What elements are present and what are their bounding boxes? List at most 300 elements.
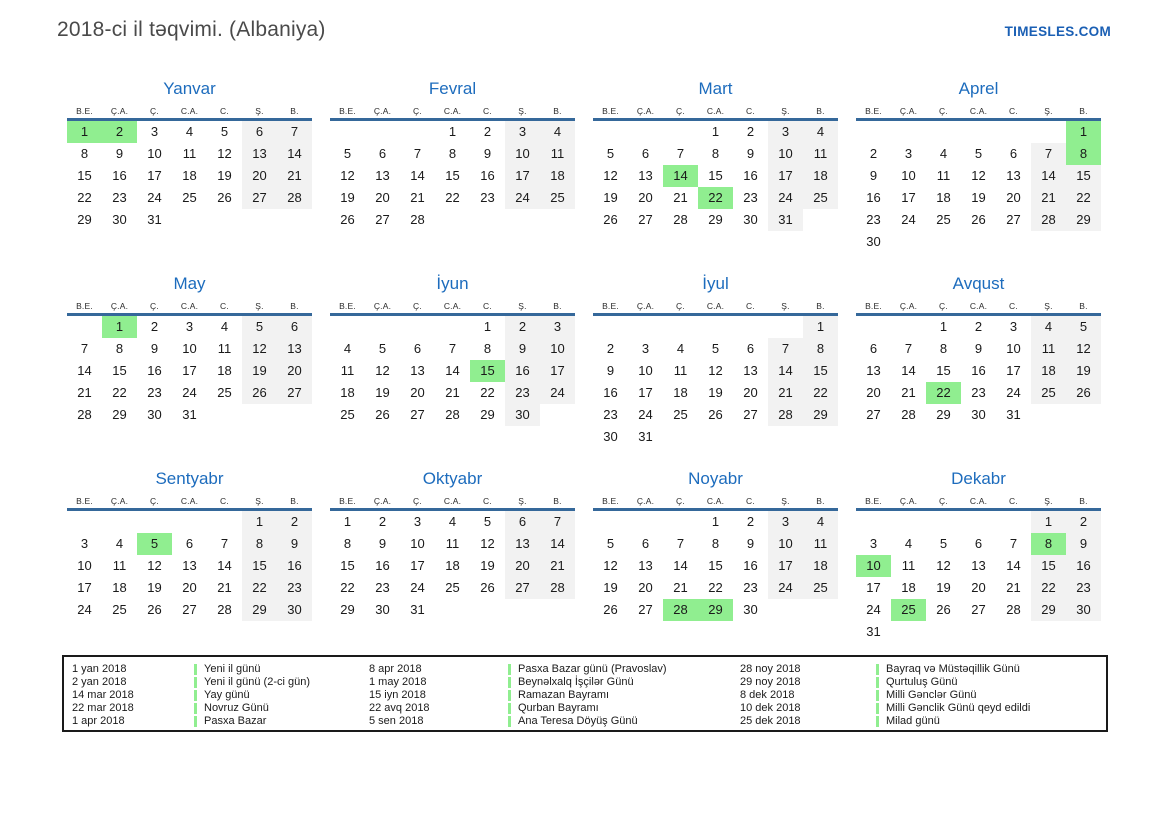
- legend-date: 8 dek 2018: [740, 689, 795, 701]
- day-cell: 6: [413, 341, 422, 356]
- day-cell-empty: [961, 511, 996, 533]
- day-cell: 25: [445, 580, 460, 595]
- day-cell: 23: [147, 385, 162, 400]
- legend-row: [740, 715, 1030, 728]
- day-cell: 19: [375, 385, 390, 400]
- day-cell: 20: [638, 580, 653, 595]
- day-cell-empty: [926, 511, 961, 533]
- day-cell: 24: [410, 580, 425, 595]
- day-cell: 8: [343, 536, 352, 551]
- day-grid: [67, 121, 312, 231]
- day-cell: 25: [891, 599, 926, 621]
- month-8: [856, 271, 1101, 426]
- holiday-marker-icon: [876, 664, 879, 675]
- day-cell: 8: [939, 341, 948, 356]
- day-cell: 1: [448, 124, 457, 139]
- day-cell: 11: [340, 363, 355, 378]
- day-cell: 19: [708, 385, 723, 400]
- weekday-label: Ç.: [413, 106, 422, 116]
- day-cell: 2: [102, 121, 137, 143]
- day-cell: 7: [413, 146, 422, 161]
- weekday-label: C.: [483, 106, 492, 116]
- day-cell: 27: [638, 212, 653, 227]
- day-cell: 6: [641, 536, 650, 551]
- day-cell: 16: [1066, 555, 1101, 577]
- weekday-header: [330, 492, 575, 506]
- day-grid: [593, 511, 838, 621]
- day-cell-empty: [856, 316, 891, 338]
- legend-date: 2 yan 2018: [72, 676, 127, 688]
- legend-date: 29 noy 2018: [740, 676, 801, 688]
- day-cell: 9: [483, 146, 492, 161]
- month-title: Noyabr: [688, 469, 743, 488]
- day-cell: 15: [936, 363, 951, 378]
- weekday-label: Ç.: [150, 106, 159, 116]
- day-cell: 8: [1031, 533, 1066, 555]
- day-cell: 30: [603, 429, 618, 444]
- day-cell: 7: [277, 121, 312, 143]
- day-cell: 22: [803, 382, 838, 404]
- day-cell: 3: [150, 124, 159, 139]
- day-cell: 16: [505, 360, 540, 382]
- day-cell: 7: [540, 511, 575, 533]
- day-cell: 10: [410, 536, 425, 551]
- day-cell: 30: [971, 407, 986, 422]
- day-cell: 23: [971, 385, 986, 400]
- day-cell: 5: [343, 146, 352, 161]
- day-cell-empty: [1031, 121, 1066, 143]
- weekday-label: Ç.: [413, 496, 422, 506]
- month-title: İyul: [702, 274, 729, 293]
- day-cell: 1: [1031, 511, 1066, 533]
- day-cell: 22: [480, 385, 495, 400]
- day-cell: 11: [1031, 338, 1066, 360]
- day-cell: 21: [217, 580, 232, 595]
- month-6: [330, 271, 575, 426]
- weekday-label: Ş.: [518, 106, 527, 116]
- day-cell: 14: [410, 168, 425, 183]
- day-cell: 11: [217, 341, 232, 356]
- weekday-header: [67, 492, 312, 506]
- day-cell: 27: [375, 212, 390, 227]
- day-cell: 22: [242, 577, 277, 599]
- legend-date: 1 may 2018: [369, 676, 427, 688]
- day-cell: 14: [445, 363, 460, 378]
- weekday-label: Ş.: [255, 496, 264, 506]
- day-cell: 2: [606, 341, 615, 356]
- day-cell: 30: [743, 212, 758, 227]
- day-cell: 27: [242, 187, 277, 209]
- weekday-label: C.: [220, 496, 229, 506]
- day-cell: 9: [1066, 533, 1101, 555]
- day-cell: 26: [936, 602, 951, 617]
- legend-row: [369, 689, 667, 702]
- legend-row: [369, 663, 667, 676]
- day-cell: 9: [746, 536, 755, 551]
- weekday-label: Ç.A.: [899, 496, 918, 506]
- day-cell: 17: [901, 190, 916, 205]
- weekday-label: B.E.: [339, 301, 356, 311]
- weekday-header: [856, 492, 1101, 506]
- weekday-label: B.E.: [602, 106, 619, 116]
- day-cell: 27: [505, 577, 540, 599]
- day-cell: 28: [1006, 602, 1021, 617]
- day-cell-empty: [628, 511, 663, 533]
- weekday-header: [67, 297, 312, 311]
- day-cell: 13: [866, 363, 881, 378]
- weekday-label: Ş.: [518, 301, 527, 311]
- weekday-label: C.: [220, 301, 229, 311]
- day-cell: 10: [540, 338, 575, 360]
- day-cell: 11: [182, 146, 197, 161]
- day-cell: 11: [445, 536, 460, 551]
- holiday-marker-icon: [508, 690, 511, 701]
- day-cell: 31: [182, 407, 197, 422]
- weekday-label: Ç.A.: [110, 496, 129, 506]
- weekday-label: B.E.: [865, 496, 882, 506]
- day-cell: 10: [768, 533, 803, 555]
- day-cell-empty: [400, 316, 435, 338]
- legend-holiday-name: Pasxa Bazar günü (Pravoslav): [518, 663, 667, 675]
- day-cell: 1: [939, 319, 948, 334]
- day-cell: 29: [242, 599, 277, 621]
- legend-row: [72, 676, 310, 689]
- day-cell: 10: [147, 146, 162, 161]
- day-cell: 11: [901, 558, 916, 573]
- legend-row: [72, 715, 310, 728]
- day-cell: 12: [340, 168, 355, 183]
- month-title: Fevral: [428, 79, 477, 98]
- month-title: Sentyabr: [155, 469, 224, 488]
- day-cell: 26: [971, 212, 986, 227]
- day-cell: 17: [147, 168, 162, 183]
- day-cell: 4: [343, 341, 352, 356]
- day-cell: 24: [540, 382, 575, 404]
- day-cell-empty: [856, 121, 891, 143]
- day-cell: 29: [698, 599, 733, 621]
- legend-date: 5 sen 2018: [369, 715, 424, 727]
- day-cell: 16: [971, 363, 986, 378]
- day-cell: 29: [708, 212, 723, 227]
- day-cell: 25: [112, 602, 127, 617]
- day-cell: 13: [971, 558, 986, 573]
- legend-date: 15 iyn 2018: [369, 689, 426, 701]
- month-4: [856, 76, 1101, 253]
- day-cell: 26: [340, 212, 355, 227]
- day-cell-empty: [996, 511, 1031, 533]
- legend-date: 10 dek 2018: [740, 702, 801, 714]
- day-cell: 17: [505, 165, 540, 187]
- weekday-label: Ş.: [518, 496, 527, 506]
- day-cell: 6: [869, 341, 878, 356]
- day-cell: 10: [1006, 341, 1021, 356]
- day-cell: 12: [375, 363, 390, 378]
- day-cell: 28: [445, 407, 460, 422]
- day-cell: 8: [711, 146, 720, 161]
- month-title: İyun: [436, 274, 469, 293]
- day-cell: 25: [1031, 382, 1066, 404]
- day-cell: 2: [974, 319, 983, 334]
- day-cell: 6: [185, 536, 194, 551]
- day-cell: 19: [147, 580, 162, 595]
- day-cell: 26: [1066, 382, 1101, 404]
- weekday-label: Ç.: [150, 301, 159, 311]
- day-cell: 14: [77, 363, 92, 378]
- day-grid: [593, 316, 838, 448]
- weekday-label: C.: [1009, 106, 1018, 116]
- day-cell: 10: [768, 143, 803, 165]
- day-cell: 28: [1031, 209, 1066, 231]
- day-cell: 8: [242, 533, 277, 555]
- weekday-label: Ç.: [413, 301, 422, 311]
- weekday-label: Ş.: [781, 301, 790, 311]
- day-cell: 20: [866, 385, 881, 400]
- day-cell-empty: [137, 511, 172, 533]
- day-cell: 26: [708, 407, 723, 422]
- weekday-label: B.: [290, 301, 299, 311]
- day-cell: 21: [768, 382, 803, 404]
- month-2: [330, 76, 575, 231]
- day-cell: 17: [77, 580, 92, 595]
- day-cell: 8: [1066, 143, 1101, 165]
- page-title: 2018-ci il təqvimi. (Albaniya): [57, 18, 326, 41]
- month-title: Avqust: [952, 274, 1005, 293]
- day-cell-empty: [768, 316, 803, 338]
- day-cell: 27: [277, 382, 312, 404]
- weekday-label: C.: [483, 301, 492, 311]
- day-cell: 18: [803, 165, 838, 187]
- day-cell: 30: [112, 212, 127, 227]
- weekday-label: C.A.: [969, 301, 988, 311]
- weekday-label: B.E.: [602, 496, 619, 506]
- day-cell: 14: [1031, 165, 1066, 187]
- day-cell: 1: [711, 514, 720, 529]
- day-cell-empty: [961, 121, 996, 143]
- day-cell: 21: [1031, 187, 1066, 209]
- weekday-label: B.: [1079, 301, 1088, 311]
- day-cell: 1: [1066, 121, 1101, 143]
- day-cell: 23: [743, 190, 758, 205]
- weekday-label: Ç.A.: [110, 106, 129, 116]
- day-cell: 26: [375, 407, 390, 422]
- weekday-label: C.A.: [443, 496, 462, 506]
- weekday-label: B.: [553, 301, 562, 311]
- day-cell: 20: [638, 190, 653, 205]
- legend-holiday-name: Novruz Günü: [204, 702, 269, 714]
- day-cell: 13: [638, 558, 653, 573]
- month-10: [330, 466, 575, 621]
- day-cell: 13: [1006, 168, 1021, 183]
- day-cell: 9: [606, 363, 615, 378]
- day-cell: 25: [340, 407, 355, 422]
- weekday-header: [330, 102, 575, 116]
- day-cell: 24: [1006, 385, 1021, 400]
- day-cell: 4: [803, 511, 838, 533]
- day-cell: 31: [1006, 407, 1021, 422]
- weekday-label: Ş.: [1044, 301, 1053, 311]
- day-cell: 11: [803, 143, 838, 165]
- day-cell: 10: [505, 143, 540, 165]
- day-cell: 29: [480, 407, 495, 422]
- holiday-marker-icon: [194, 703, 197, 714]
- day-cell: 9: [115, 146, 124, 161]
- weekday-label: Ç.A.: [899, 106, 918, 116]
- day-cell: 23: [1066, 577, 1101, 599]
- day-cell: 27: [866, 407, 881, 422]
- day-cell: 29: [77, 212, 92, 227]
- day-cell: 23: [480, 190, 495, 205]
- month-1: [67, 76, 312, 231]
- day-cell-empty: [628, 316, 663, 338]
- month-5: [67, 271, 312, 426]
- day-cell: 16: [866, 190, 881, 205]
- legend-holiday-name: Pasxa Bazar: [204, 715, 267, 727]
- day-cell-empty: [698, 316, 733, 338]
- weekday-label: B.: [816, 301, 825, 311]
- day-cell: 13: [182, 558, 197, 573]
- weekday-label: Ş.: [255, 106, 264, 116]
- day-cell-empty: [628, 121, 663, 143]
- day-cell: 15: [445, 168, 460, 183]
- day-cell: 17: [410, 558, 425, 573]
- weekday-label: C.: [1009, 496, 1018, 506]
- day-cell: 15: [340, 558, 355, 573]
- month-3: [593, 76, 838, 231]
- day-cell-empty: [996, 121, 1031, 143]
- weekday-label: C.: [220, 106, 229, 116]
- day-cell: 26: [480, 580, 495, 595]
- day-cell: 27: [638, 602, 653, 617]
- day-cell-empty: [172, 511, 207, 533]
- day-cell: 15: [1066, 165, 1101, 187]
- day-cell: 19: [971, 190, 986, 205]
- day-cell: 24: [901, 212, 916, 227]
- legend-holiday-name: Yeni il günü (2-ci gün): [204, 676, 310, 688]
- day-cell: 24: [77, 602, 92, 617]
- day-cell-empty: [67, 511, 102, 533]
- day-cell: 14: [768, 360, 803, 382]
- day-cell: 31: [768, 209, 803, 231]
- day-cell: 22: [112, 385, 127, 400]
- weekday-label: Ş.: [781, 106, 790, 116]
- day-cell: 29: [803, 404, 838, 426]
- day-cell: 1: [711, 124, 720, 139]
- weekday-label: Ç.A.: [636, 106, 655, 116]
- day-cell: 7: [676, 536, 685, 551]
- day-cell: 30: [743, 602, 758, 617]
- weekday-label: C.A.: [443, 301, 462, 311]
- day-cell: 6: [378, 146, 387, 161]
- weekday-label: B.: [816, 496, 825, 506]
- day-cell: 17: [1006, 363, 1021, 378]
- day-cell: 28: [768, 404, 803, 426]
- day-grid: [67, 511, 312, 621]
- day-cell: 15: [803, 360, 838, 382]
- day-cell: 3: [505, 121, 540, 143]
- weekday-label: Ç.: [676, 496, 685, 506]
- day-cell: 5: [378, 341, 387, 356]
- weekday-label: C.A.: [706, 496, 725, 506]
- holiday-marker-icon: [508, 716, 511, 727]
- day-cell: 3: [768, 121, 803, 143]
- day-cell: 9: [746, 146, 755, 161]
- weekday-label: Ç.A.: [899, 301, 918, 311]
- month-title: Yanvar: [163, 79, 216, 98]
- day-cell-empty: [365, 316, 400, 338]
- weekday-label: C.A.: [969, 496, 988, 506]
- day-cell: 9: [974, 341, 983, 356]
- day-cell: 7: [1009, 536, 1018, 551]
- day-cell: 13: [277, 338, 312, 360]
- day-cell: 9: [869, 168, 878, 183]
- day-cell: 25: [803, 577, 838, 599]
- legend-date: 28 noy 2018: [740, 663, 801, 675]
- day-cell: 26: [603, 212, 618, 227]
- day-cell: 4: [676, 341, 685, 356]
- day-cell: 21: [1006, 580, 1021, 595]
- day-cell: 7: [676, 146, 685, 161]
- weekday-label: Ç.: [676, 106, 685, 116]
- day-cell: 17: [768, 165, 803, 187]
- day-cell: 19: [936, 580, 951, 595]
- weekday-label: Ş.: [781, 496, 790, 506]
- day-cell: 16: [277, 555, 312, 577]
- day-cell: 8: [80, 146, 89, 161]
- day-cell: 3: [80, 536, 89, 551]
- day-cell: 12: [936, 558, 951, 573]
- day-cell: 30: [277, 599, 312, 621]
- legend-row: [740, 702, 1030, 715]
- day-cell: 23: [375, 580, 390, 595]
- day-cell: 12: [603, 168, 618, 183]
- day-cell: 21: [410, 190, 425, 205]
- day-cell: 10: [77, 558, 92, 573]
- holiday-marker-icon: [508, 703, 511, 714]
- day-cell: 19: [1066, 360, 1101, 382]
- day-cell: 7: [1031, 143, 1066, 165]
- day-grid: [593, 121, 838, 231]
- day-cell: 24: [147, 190, 162, 205]
- day-cell-empty: [663, 121, 698, 143]
- day-cell: 22: [708, 580, 723, 595]
- day-cell: 11: [936, 168, 951, 183]
- weekday-label: B.: [290, 106, 299, 116]
- weekday-label: B.: [553, 496, 562, 506]
- site-link[interactable]: TIMESLES.COM: [1004, 24, 1111, 39]
- legend-holiday-name: Milli Gənclər Günü: [886, 689, 977, 701]
- day-cell: 29: [340, 602, 355, 617]
- day-cell: 3: [413, 514, 422, 529]
- weekday-header: [856, 297, 1101, 311]
- day-cell: 24: [182, 385, 197, 400]
- day-cell: 6: [277, 316, 312, 338]
- day-cell: 1: [242, 511, 277, 533]
- day-cell: 26: [603, 602, 618, 617]
- day-cell: 7: [904, 341, 913, 356]
- day-cell: 4: [115, 536, 124, 551]
- day-cell: 18: [540, 165, 575, 187]
- day-cell-empty: [593, 316, 628, 338]
- day-cell: 4: [803, 121, 838, 143]
- day-cell: 28: [410, 212, 425, 227]
- day-cell: 11: [673, 363, 688, 378]
- legend-row: [740, 689, 1030, 702]
- day-cell: 28: [901, 407, 916, 422]
- day-cell: 11: [540, 143, 575, 165]
- day-cell: 26: [217, 190, 232, 205]
- day-cell: 8: [115, 341, 124, 356]
- day-cell: 29: [936, 407, 951, 422]
